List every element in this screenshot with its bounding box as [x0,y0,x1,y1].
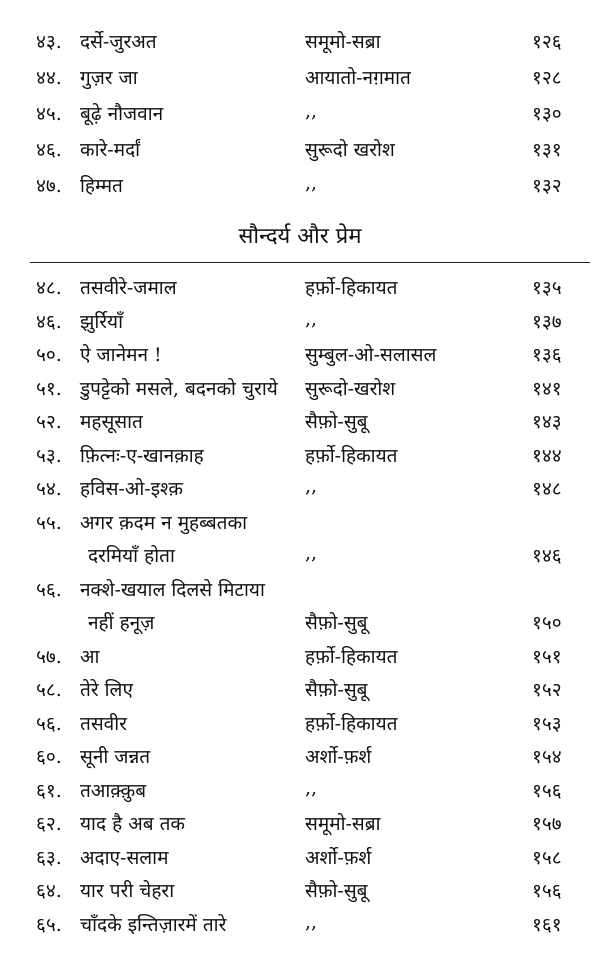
entry-title: हविस-ओ-इश्क़ [80,478,183,500]
heading-rule [30,262,590,263]
index-entry [0,436,600,472]
entry-number: ५५. [36,511,62,534]
entry-number: ५८. [36,679,62,701]
entry-page: १३० [532,103,562,125]
entry-page: १५६ [532,880,562,902]
entry-collection: ,, [305,100,318,122]
index-entry [0,737,600,773]
index-entry [0,302,600,338]
entry-number: ४८. [36,277,62,299]
entry-collection: सैफ़ो-सुबू [305,411,368,433]
entry-title: दरमियाँ होता [88,545,175,567]
entry-collection: सुम्बुल-ओ-सलासल [305,344,437,366]
index-entry [0,369,600,405]
entry-page: १५८ [532,846,562,869]
entry-title: अदाए-सलाम [80,846,169,869]
entry-page: १४१ [532,377,562,400]
entry-page: १५२ [532,679,562,701]
index-entry [0,402,600,438]
entry-number: ६४. [36,880,62,902]
entry-number: ५६. [36,712,62,735]
entry-collection: सुरूदो-खरोश [305,377,396,400]
entry-title: सूनी जन्नत [80,746,151,768]
entry-collection: सैफ़ो-सुबू [305,880,368,902]
index-entry [0,804,600,840]
entry-collection: समूमो-सब्रा [305,813,381,835]
entry-collection: ,, [305,542,318,564]
entry-title: महसूसात [80,411,143,433]
entry-title: तेरे लिए [80,679,133,701]
index-entry [0,637,600,673]
entry-title: ऐ जानेमन ! [80,344,162,366]
index-entry [0,503,600,539]
entry-page: १३१ [532,139,562,161]
entry-page: १३७ [532,310,562,333]
entry-number: ४३. [36,31,62,53]
entry-title: डुपट्टेको मसले, बदनको चुराये [80,377,278,400]
entry-number: ४५. [36,103,62,125]
entry-number: ५३. [36,444,62,467]
entry-page: १३६ [532,344,562,366]
entry-number: ६०. [36,746,62,768]
entry-collection: सैफ़ो-सुबू [305,612,368,634]
entry-collection: हर्फ़ो-हिकायत [305,712,398,735]
index-entry [0,130,600,166]
entry-page: १५० [532,612,562,634]
entry-title: आ [80,645,100,668]
entry-title: दर्से-जुरअत [80,31,157,53]
entry-number: ५२. [36,411,62,433]
entry-page: १२६ [532,31,562,53]
entry-title: बूढ़े नौजवान [80,103,164,125]
entry-page: १४४ [532,444,562,467]
entry-title: नहीं हनूज़ [88,612,155,634]
entry-page: १३२ [532,175,562,197]
index-entry [0,166,600,202]
index-entry [0,905,600,941]
entry-collection: हर्फ़ो-हिकायत [305,444,398,467]
entry-number: ६३. [36,846,62,869]
entry-number: ५०. [36,344,62,366]
entry-page: १४३ [532,411,562,433]
index-entry [0,771,600,807]
entry-collection: अर्शो-फ़र्श [305,846,372,869]
entry-collection: ,, [305,172,318,194]
index-entry [0,536,600,572]
section-heading: सौन्दर्य और प्रेम [238,224,362,249]
entry-collection: समूमो-सब्रा [305,31,381,53]
entry-title: यार परी चेहरा [80,880,175,902]
index-entry [0,838,600,874]
entry-collection: सुरूदो खरोश [305,139,395,161]
entry-number: ६५. [36,913,62,936]
entry-title: तसवीर [80,712,127,735]
index-entry [0,268,600,304]
entry-collection: ,, [305,910,318,933]
entry-title: फ़ित्नः-ए-खानक़ाह [80,444,204,467]
entry-number: ४६. [36,310,62,333]
entry-title: तआक़्क़ुब [80,779,147,802]
entry-page: १५७ [532,813,562,835]
entry-page: १६१ [532,913,562,936]
entry-number: ४६. [36,139,62,161]
entry-title: झुर्रियाँ [80,310,123,333]
entry-title: गुज़र जा [80,67,138,89]
entry-page: १४६ [532,545,562,567]
entry-title: याद है अब तक [80,813,186,835]
entry-page: १३५ [532,277,562,299]
entry-number: ६२. [36,813,62,835]
index-entry [0,670,600,706]
index-entry [0,22,600,58]
entry-collection: सैफ़ो-सुबू [305,679,368,701]
entry-title: चाँदके इन्तिज़ारमें तारे [80,913,227,936]
entry-page: १५३ [532,712,562,735]
entry-collection: ,, [305,307,318,330]
index-entry [0,58,600,94]
entry-page: १५१ [532,645,562,668]
entry-page: १२८ [532,67,562,89]
entry-number: ६१. [36,779,62,802]
index-entry [0,704,600,740]
entry-title: कारे-मर्दां [80,139,141,161]
entry-collection: हर्फ़ो-हिकायत [305,645,398,668]
entry-title: अगर क़दम न मुहब्बतका [80,511,248,534]
entry-page: १५४ [532,746,562,768]
index-entry [0,94,600,130]
entry-collection: ,, [305,475,318,497]
entry-collection: हर्फ़ो-हिकायत [305,277,398,299]
index-entry [0,469,600,505]
index-entry [0,570,600,606]
entry-title: नक्शे-खयाल दिलसे मिटाया [80,578,265,601]
entry-title: हिम्मत [80,175,123,197]
index-entry [0,335,600,371]
index-entry [0,603,600,639]
entry-number: ५६. [36,578,62,601]
entry-title: तसवीरे-जमाल [80,277,177,299]
entry-number: ५४. [36,478,62,500]
entry-number: ५७. [36,645,62,668]
entry-collection: आयातो-नग़मात [305,67,411,89]
index-entry [0,871,600,907]
entry-number: ४७. [36,175,62,197]
entry-number: ४४. [36,67,62,89]
entry-number: ५१. [36,377,62,400]
entry-collection: अर्शो-फ़र्श [305,746,372,768]
entry-collection: ,, [305,776,318,799]
entry-page: १५६ [532,779,562,802]
entry-page: १४८ [532,478,562,500]
